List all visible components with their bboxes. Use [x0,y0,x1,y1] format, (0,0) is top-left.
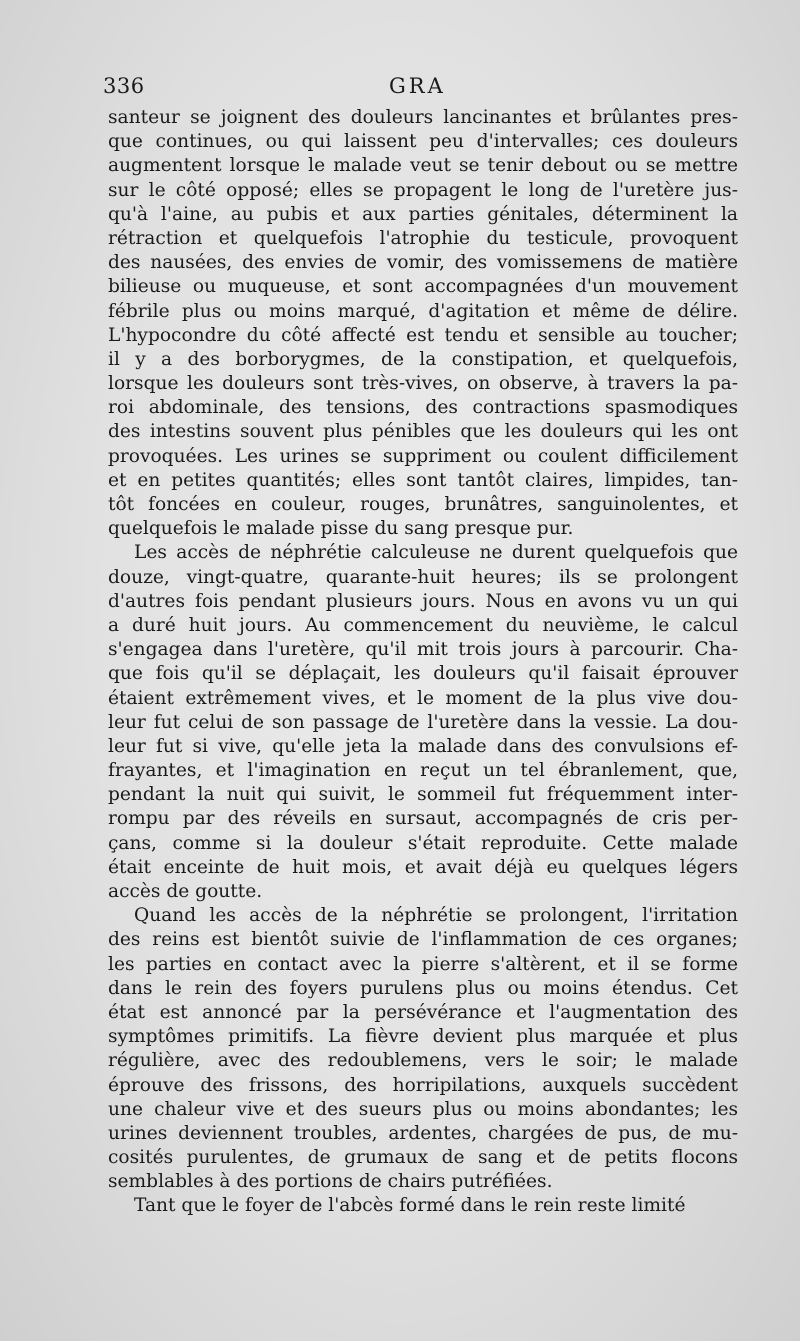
text-line: s'engagea dans l'uretère, qu'il mit trois jours à parcourir. Cha- [108,639,738,661]
page-header [103,74,743,102]
text-line: quelquefois le malade pisse du sang presque pur. [108,518,574,540]
text-line: rétraction et quelquefois l'atrophie du testicule, provoquent [108,227,738,249]
text-line: Les accès de néphrétie calculeuse ne durent quelquefois que [134,542,738,564]
text-line: des nausées, des envies de vomir, des vomissemens de matière [108,252,738,274]
text-line: qu'à l'aine, au pubis et aux parties génitales, déterminent la [108,203,738,225]
text-line: Quand les accès de la néphrétie se prolongent, l'irritation [134,905,738,927]
text-line: dans le rein des foyers purulens plus ou moins étendus. Cet [108,977,738,999]
text-line: les parties en contact avec la pierre s'altèrent, et il se forme [108,953,738,975]
body-text [108,106,738,1219]
paragraph [108,541,738,904]
text-line: pendant la nuit qui suivit, le sommeil fut fréquemment inter- [108,784,738,806]
text-line: que fois qu'il se déplaçait, les douleurs qu'il faisait éprouver [108,663,738,685]
page-number: 336 [103,74,145,98]
text-line: roi abdominale, des tensions, des contractions spasmodiques [108,397,738,419]
running-head: GRA [389,74,446,98]
paragraph [108,106,738,541]
text-line: symptômes primitifs. La fièvre devient plus marquée et plus [108,1026,738,1048]
text-line: éprouve des frissons, des horripilations, auxquels succèdent [108,1074,738,1096]
text-line: leur fut celui de son passage de l'uretère dans la vessie. La dou- [108,711,738,733]
text-line: lorsque les douleurs sont très-vives, on observe, à travers la pa- [108,373,738,395]
paragraph [108,904,738,1194]
text-line: que continues, ou qui laissent peu d'intervalles; ces douleurs [108,131,738,153]
text-line: des reins est bientôt suivie de l'inflammation de ces organes; [108,929,738,951]
text-line: Tant que le foyer de l'abcès formé dans le rein reste limité [134,1195,686,1217]
text-line: et en petites quantités; elles sont tantôt claires, limpides, tan- [108,469,738,491]
text-line: étaient extrêmement vives, et le moment de la plus vive dou- [108,687,738,709]
text-line: L'hypocondre du côté affecté est tendu et sensible au toucher; [108,324,738,346]
text-line: a duré huit jours. Au commencement du neuvième, le calcul [108,614,738,636]
text-line: santeur se joignent des douleurs lancinantes et brûlantes pres- [108,107,738,128]
text-line: d'autres fois pendant plusieurs jours. Nous en avons vu un qui [108,590,738,612]
text-line: régulière, avec des redoublemens, vers le soir; le malade [108,1050,738,1072]
text-line: cosités purulentes, de grumaux de sang et de petits flocons [108,1147,738,1169]
text-line: était enceinte de huit mois, et avait déjà eu quelques légers [108,856,738,878]
text-line: rompu par des réveils en sursaut, accompagnés de cris per- [108,808,738,830]
text-line: sur le côté opposé; elles se propagent le long de l'uretère jus- [108,179,738,201]
text-line: douze, vingt-quatre, quarante-huit heures; ils se prolongent [108,566,738,588]
text-line: une chaleur vive et des sueurs plus ou moins abondantes; les [108,1098,738,1120]
text-line: çans, comme si la douleur s'était reproduite. Cette malade [108,832,738,854]
text-line: provoquées. Les urines se suppriment ou coulent difficilement [108,445,738,467]
text-line: frayantes, et l'imagination en reçut un tel ébranlement, que, [108,760,738,782]
text-line: augmentent lorsque le malade veut se tenir debout ou se mettre [108,155,738,177]
text-line: semblables à des portions de chairs putréfiées. [108,1171,553,1193]
text-line: il y a des borborygmes, de la constipation, et quelquefois, [108,348,738,370]
text-line: urines deviennent troubles, ardentes, chargées de pus, de mu- [108,1122,738,1144]
text-line: leur fut si vive, qu'elle jeta la malade dans des convulsions ef- [108,735,738,757]
text-line: bilieuse ou muqueuse, et sont accompagnées d'un mouvement [108,276,738,298]
text-line: des intestins souvent plus pénibles que les douleurs qui les ont [108,421,738,443]
text-line: état est annoncé par la persévérance et l'augmentation des [108,1001,738,1023]
paragraph [108,1194,738,1218]
text-line: fébrile plus ou moins marqué, d'agitation et même de délire. [108,300,738,322]
text-line: accès de goutte. [108,881,263,902]
text-line: tôt foncées en couleur, rouges, brunâtres, sanguinolentes, et [108,494,738,515]
